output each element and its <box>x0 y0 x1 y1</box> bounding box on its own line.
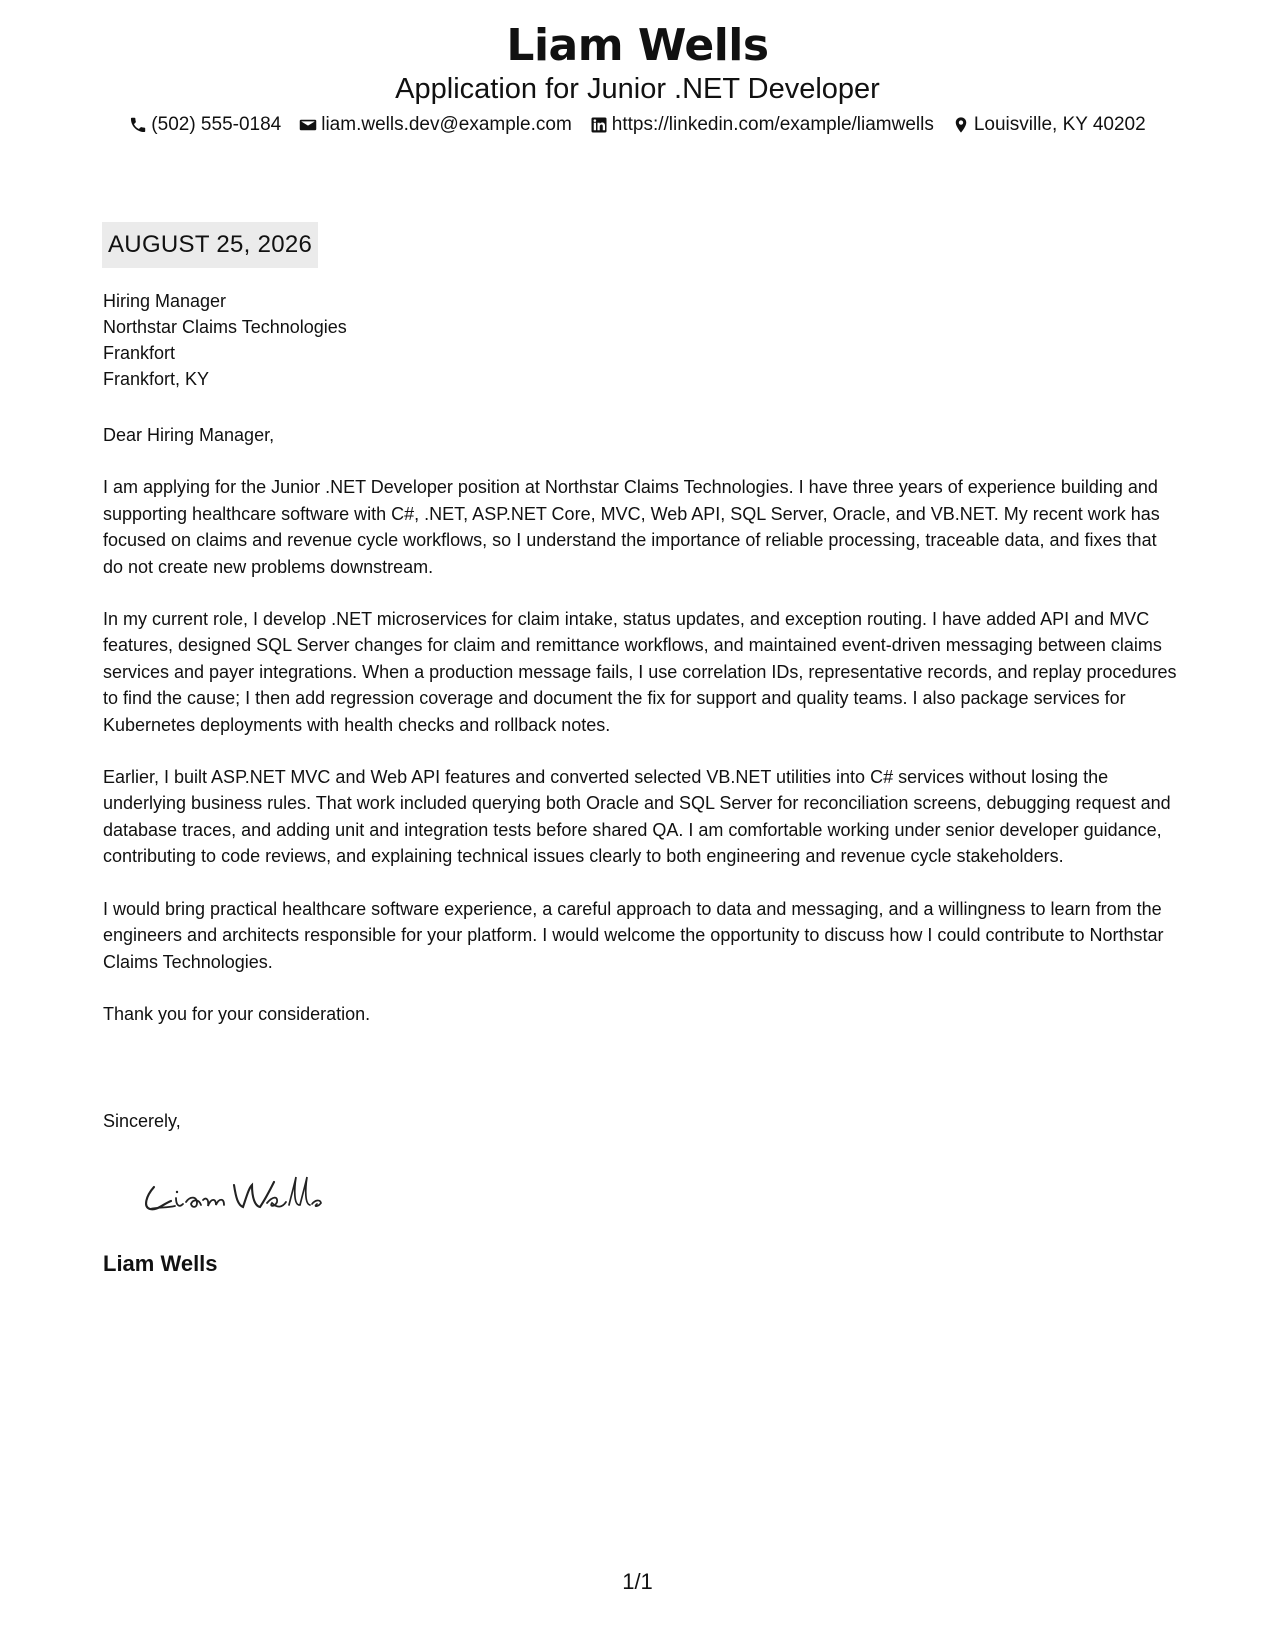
linkedin-contact <box>590 112 934 138</box>
linkedin-icon <box>590 116 608 134</box>
recipient-address-line-2: Frankfort, KY <box>103 369 210 389</box>
contact-info-row <box>0 112 1275 138</box>
email-address: liam.wells.dev@example.com <box>321 114 572 135</box>
envelope-icon <box>299 116 317 134</box>
page-number: 1/1 <box>622 1569 653 1594</box>
location-text: Louisville, KY 40202 <box>973 114 1146 135</box>
body-paragraph: Thank you for your consideration. <box>103 1003 371 1024</box>
recipient-company: Northstar Claims Technologies <box>103 317 347 337</box>
letter-header <box>0 20 1275 138</box>
linkedin-url: https://linkedin.com/example/liamwells <box>611 114 934 135</box>
letter-body <box>103 422 1178 1053</box>
application-title: Application for Junior .NET Developer <box>395 73 880 105</box>
location-contact <box>952 112 1146 138</box>
signature-image <box>136 1165 326 1221</box>
letter-date: AUGUST 25, 2026 <box>102 222 318 268</box>
body-paragraph: Earlier, I built ASP.NET MVC and Web API features and converted selected VB.NET utilities into C# services without losing the underlying business rules. That work included querying both Oracle and SQL Server for reconciliation screens, debugging request and database traces, and adding unit and integration tests before shared QA. I am comfortable working under senior developer guidance, contributing to code reviews, and explaining technical issues clearly to both engineering and revenue cycle stakeholders. <box>103 767 1171 867</box>
signer-name: Liam Wells <box>103 1251 218 1276</box>
phone-icon <box>129 116 147 134</box>
map-pin-icon <box>952 116 970 134</box>
body-paragraph: In my current role, I develop .NET microservices for claim intake, status updates, and exception routing. I have added API and MVC features, designed SQL Server changes for claim and remittance workflows, and maintained event-driven messaging between claims services and payer integrations. When a production message fails, I use correlation IDs, representative records, and replay procedures to find the cause; I then add regression coverage and document the fix for support and quality teams. I also package services for Kubernetes deployments with health checks and rollback notes. <box>103 609 1177 735</box>
salutation: Dear Hiring Manager, <box>103 425 275 445</box>
email-contact <box>299 112 572 138</box>
closing: Sincerely, <box>103 1111 181 1131</box>
recipient-address-line-1: Frankfort <box>103 343 176 363</box>
recipient-block <box>103 288 347 392</box>
phone-number: (502) 555-0184 <box>151 114 282 135</box>
applicant-name: Liam Wells <box>506 20 769 71</box>
body-paragraph: I would bring practical healthcare software experience, a careful approach to data and messaging, and a willingness to learn from the engineers and architects responsible for your platform. I would welcome the opportunity to discuss how I could contribute to Northstar Claims Technologies. <box>103 898 1164 972</box>
phone-contact <box>129 112 281 138</box>
body-paragraph: I am applying for the Junior .NET Developer position at Northstar Claims Technologies. I have three years of experience building and supporting healthcare software with C#, .NET, ASP.NET Core, MVC, Web API, SQL Server, Oracle, and VB.NET. My recent work has focused on claims and revenue cycle workflows, so I understand the importance of reliable processing, traceable data, and fixes that do not create new problems downstream. <box>103 477 1160 577</box>
recipient-title: Hiring Manager <box>103 291 227 311</box>
